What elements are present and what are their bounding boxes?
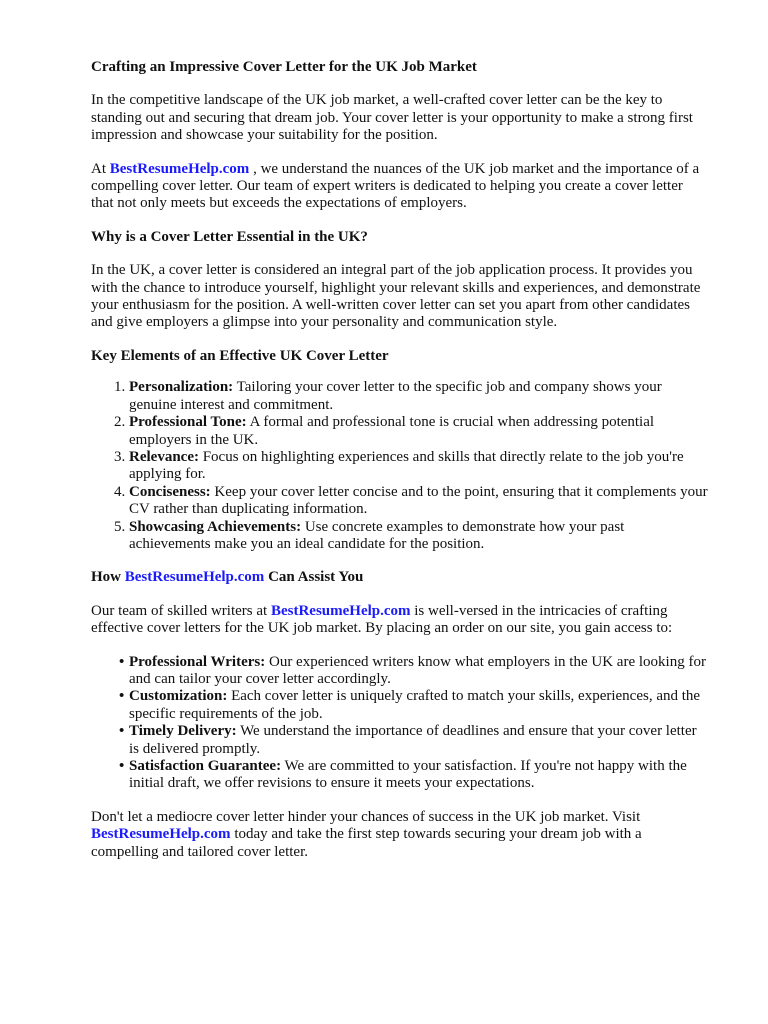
closing-link[interactable]: BestResumeHelp.com bbox=[91, 826, 231, 843]
list-item-text: A formal and professional tone is crucial when addressing potential employers in the UK. bbox=[129, 414, 655, 448]
how-paragraph bbox=[91, 603, 708, 638]
list-item-term: Customization: bbox=[129, 688, 228, 705]
list-item bbox=[129, 449, 708, 484]
key-elements-list bbox=[91, 379, 708, 553]
about-suffix: , we understand the nuances of the UK job market and the importance of a compelling cover letter. Our team of expert writers is dedicated to helping you create a cover letter that not only meets but exceeds the expectations of employers. bbox=[91, 160, 700, 212]
bullet-icon: • bbox=[119, 723, 125, 740]
list-item-term: Relevance: bbox=[129, 448, 199, 465]
why-paragraph: In the UK, a cover letter is considered an integral part of the job application process. It provides you with the chance to introduce yourself, highlight your relevant skills and experiences, and demonstrate your enthusiasm for the position. A well-written cover letter can set you apart from other candidates and give employers a glimpse into your personality and communication style. bbox=[91, 262, 701, 331]
list-item-text: Focus on highlighting experiences and skills that directly relate to the job you're applying for. bbox=[129, 448, 684, 483]
list-item-text: Use concrete examples to demonstrate how your past achievements make you an ideal candidate for the position. bbox=[129, 518, 625, 552]
list-item bbox=[119, 688, 708, 723]
list-item-text: Each cover letter is uniquely crafted to match your skills, experiences, and the specific requirements of the job. bbox=[129, 688, 701, 722]
list-item-term: Showcasing Achievements: bbox=[129, 518, 302, 535]
list-item bbox=[129, 414, 708, 449]
how-heading-suffix: Can Assist You bbox=[264, 569, 364, 586]
how-intro-prefix: Our team of skilled writers at bbox=[91, 602, 271, 619]
bullet-icon: • bbox=[119, 758, 125, 774]
list-item-term: Conciseness: bbox=[129, 483, 211, 500]
list-item bbox=[119, 723, 708, 758]
bullet-icon: • bbox=[119, 653, 125, 670]
list-item bbox=[129, 379, 708, 414]
about-link[interactable]: BestResumeHelp.com bbox=[109, 160, 250, 177]
services-list bbox=[91, 654, 708, 793]
how-heading-prefix: How bbox=[91, 569, 125, 586]
how-heading-link[interactable]: BestResumeHelp.com bbox=[124, 569, 265, 586]
about-paragraph bbox=[91, 161, 708, 213]
closing-suffix: today and take the first step towards securing your dream job with a compelling and tailored cover letter. bbox=[91, 826, 642, 860]
list-item-text: We understand the importance of deadlines and ensure that your cover letter is delivered promptly. bbox=[129, 723, 697, 757]
list-item-text: Our experienced writers know what employers in the UK are looking for and can tailor your cover letter accordingly. bbox=[129, 653, 706, 687]
list-item-text: Tailoring your cover letter to the specific job and company shows your genuine interest and commitment. bbox=[129, 379, 662, 413]
list-item-term: Professional Writers: bbox=[129, 653, 266, 670]
about-prefix: At bbox=[91, 160, 110, 177]
list-item bbox=[119, 758, 708, 793]
list-item-term: Satisfaction Guarantee: bbox=[129, 758, 282, 774]
document-title: Crafting an Impressive Cover Letter for the UK Job Market bbox=[91, 59, 477, 75]
how-heading bbox=[91, 569, 708, 586]
intro-paragraph: In the competitive landscape of the UK job market, a well-crafted cover letter can be the key to standing out and securing that dream job. Your cover letter is your opportunity to make a strong first impression and showcase your suitability for the position. bbox=[91, 92, 693, 144]
list-item-text: Keep your cover letter concise and to the point, ensuring that it complements your CV rather than duplicating information. bbox=[129, 483, 708, 518]
bullet-icon: • bbox=[119, 688, 125, 705]
why-heading: Why is a Cover Letter Essential in the UK? bbox=[91, 228, 368, 245]
list-item bbox=[119, 653, 708, 689]
list-item-term: Professional Tone: bbox=[129, 414, 247, 431]
list-item bbox=[129, 484, 708, 519]
list-item-term: Timely Delivery: bbox=[129, 723, 237, 740]
list-item-text: We are committed to your satisfaction. If you're not happy with the initial draft, we offer revisions to ensure it meets your expectations. bbox=[129, 758, 687, 792]
closing-prefix: Don't let a mediocre cover letter hinder your chances of success in the UK job market. Visit bbox=[91, 808, 641, 825]
list-item bbox=[129, 519, 708, 554]
closing-paragraph bbox=[91, 809, 708, 861]
how-intro-link[interactable]: BestResumeHelp.com bbox=[270, 602, 411, 619]
key-elements-heading: Key Elements of an Effective UK Cover Letter bbox=[91, 347, 389, 364]
how-intro-suffix: is well-versed in the intricacies of crafting effective cover letters for the UK job market. By placing an order on our site, you gain access to: bbox=[91, 602, 673, 637]
list-item-term: Personalization: bbox=[129, 379, 234, 396]
